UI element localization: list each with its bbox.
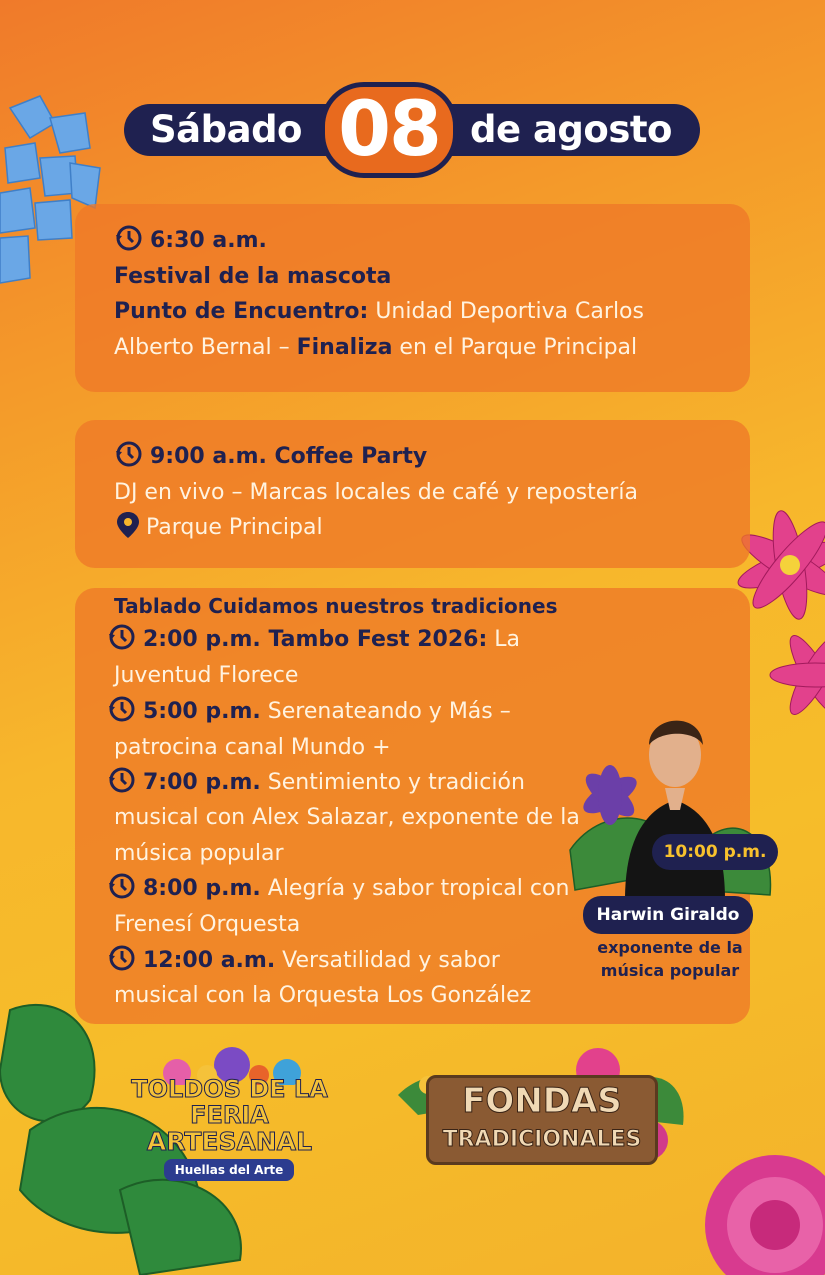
- item-text: La: [487, 627, 520, 652]
- event1-time-row: [114, 223, 267, 259]
- item-text: Alegría y sabor tropical con: [260, 876, 570, 901]
- item-time: 7:00 p.m.: [143, 770, 261, 795]
- event1-meeting-row: [114, 294, 644, 330]
- event2-title-row: [114, 439, 427, 475]
- meeting-place: Unidad Deportiva Carlos: [368, 299, 644, 324]
- item-time: 12:00 a.m.: [143, 948, 276, 973]
- toldos-tagline: Huellas del Arte: [164, 1159, 294, 1181]
- clock-icon: [114, 223, 144, 253]
- tablado-item: [107, 694, 511, 730]
- item-time: 2:00 p.m.: [143, 627, 261, 652]
- event1-end-row: [114, 330, 637, 366]
- tablado-item: [107, 765, 525, 801]
- tablado-title: Tablado Cuidamos nuestros tradiciones: [114, 594, 558, 618]
- fondas-line2: TRADICIONALES: [442, 1127, 642, 1152]
- toldos-line3: ARTESANAL: [146, 1127, 313, 1156]
- location-pin-icon: [114, 510, 142, 540]
- clock-icon: [107, 943, 137, 973]
- item-cont: música popular: [114, 841, 284, 866]
- artist-role-line2: música popular: [600, 961, 740, 980]
- tablado-item: [107, 943, 500, 979]
- day-label: Sábado: [150, 108, 302, 151]
- tablado-item: [107, 622, 520, 658]
- clock-icon: [114, 439, 144, 469]
- month-label: de agosto: [470, 108, 672, 151]
- item-text: Sentimiento y tradición: [260, 770, 525, 795]
- fondas-line1: FONDAS: [462, 1081, 622, 1121]
- fondas-logo: [398, 1045, 688, 1175]
- event1-title: Festival de la mascota: [114, 264, 392, 289]
- artist-name-badge: Harwin Giraldo: [583, 896, 753, 934]
- toldos-line2: FERIA: [190, 1101, 269, 1129]
- event2-time-title: 9:00 a.m. Coffee Party: [150, 444, 428, 469]
- end-label: Finaliza: [296, 335, 393, 360]
- event1-title-row: [114, 259, 391, 295]
- tablado-item: [107, 871, 569, 907]
- meeting-label: Punto de Encuentro:: [114, 299, 369, 324]
- artist-photo: [565, 700, 775, 900]
- item-bold-name: Tambo Fest 2026:: [260, 627, 488, 652]
- artist-time-badge: 10:00 p.m.: [652, 834, 778, 870]
- clock-icon: [107, 765, 137, 795]
- end-place: en el Parque Principal: [392, 335, 638, 360]
- item-cont: Frenesí Orquesta: [114, 912, 301, 937]
- meeting-place-cont: Alberto Bernal –: [114, 335, 297, 360]
- toldos-logo: [122, 1045, 337, 1185]
- event2-desc: DJ en vivo – Marcas locales de café y repostería: [114, 480, 638, 505]
- item-cont: musical con la Orquesta Los González: [114, 983, 532, 1008]
- clock-icon: [107, 871, 137, 901]
- toldos-line1: TOLDOS DE LA: [131, 1075, 328, 1103]
- item-time: 8:00 p.m.: [143, 876, 261, 901]
- event2-place-row: [114, 510, 323, 546]
- event1-time: 6:30 a.m.: [150, 228, 267, 253]
- day-number: 08: [320, 82, 458, 178]
- item-text: Serenateando y Más –: [260, 699, 511, 724]
- pink-dahlia-icon: [700, 1150, 825, 1275]
- tablado-title-row: [114, 588, 558, 624]
- item-cont: patrocina canal Mundo +: [114, 735, 391, 760]
- item-cont: musical con Alex Salazar, exponente de la: [114, 805, 580, 830]
- item-cont: Juventud Florece: [114, 663, 299, 688]
- clock-icon: [107, 622, 137, 652]
- item-time: 5:00 p.m.: [143, 699, 261, 724]
- artist-role-line1: exponente de la: [597, 938, 743, 957]
- item-text: Versatilidad y sabor: [275, 948, 500, 973]
- clock-icon: [107, 694, 137, 724]
- event2-place: Parque Principal: [146, 515, 323, 540]
